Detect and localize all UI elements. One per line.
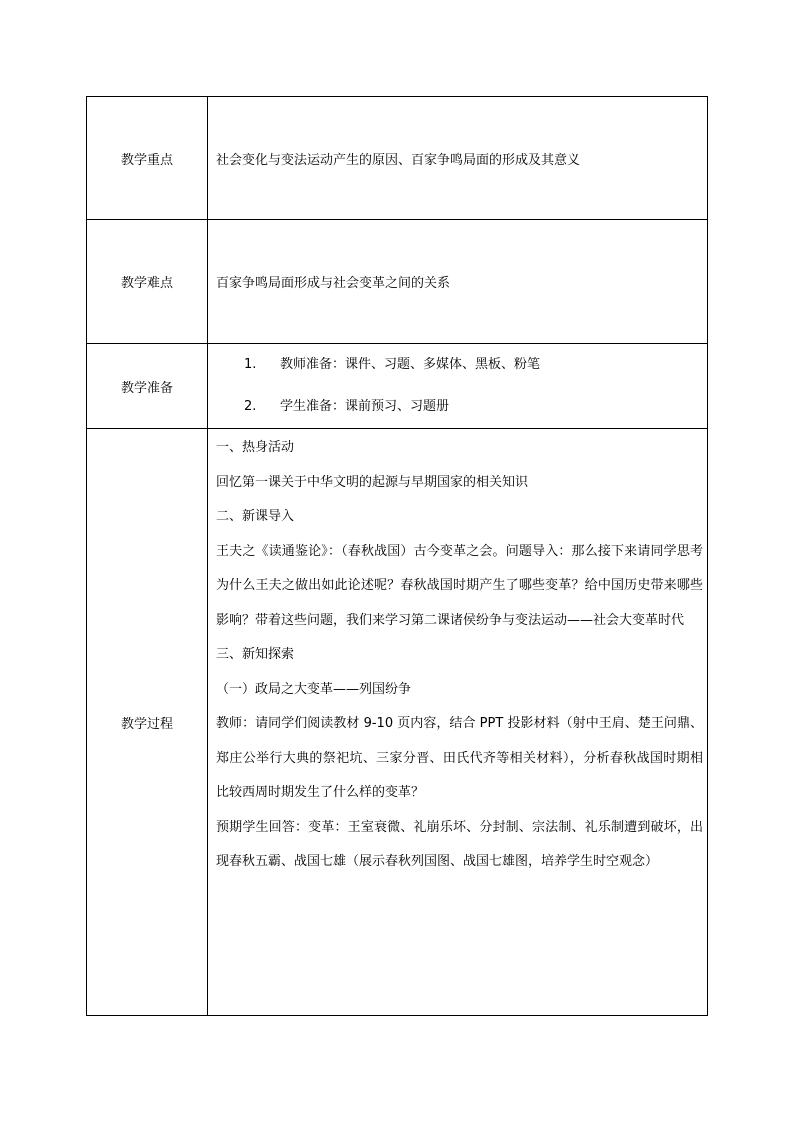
content-focus: 社会变化与变法运动产生的原因、百家争鸣局面的形成及其意义	[208, 97, 708, 220]
lesson-plan-table	[86, 96, 708, 1016]
process-paragraph: 王夫之《读通鉴论》：（春秋战国）古今变革之会。问题导入：那么接下来请同学思考为什么王夫之做出如此论述呢？春秋战国时期产生了哪些变革？给中国历史带来哪些影响？带着这些问题，我们来学习第二课诸侯纷争与变法运动——社会大变革时代	[216, 543, 703, 628]
preparation-item-text: 教师准备：课件、习题、多媒体、黑板、粉笔	[280, 357, 541, 373]
process-heading-warmup: 一、热身活动	[216, 440, 295, 456]
row-difficulty	[87, 220, 708, 344]
preparation-item-number: 2.	[244, 399, 257, 415]
label-preparation: 教学准备	[87, 344, 208, 429]
label-focus: 教学重点	[87, 97, 208, 220]
process-subheading: （一）政局之大变革——列国纷争	[216, 681, 412, 697]
preparation-item	[216, 386, 707, 428]
preparation-item	[216, 344, 707, 386]
process-heading-intro: 二、新课导入	[216, 509, 295, 525]
process-paragraph: 回忆第一课关于中华文明的起源与早期国家的相关知识	[216, 474, 529, 490]
label-process: 教学过程	[87, 429, 208, 1016]
content-process	[208, 429, 708, 1016]
preparation-list	[216, 344, 707, 428]
process-heading-explore: 三、新知探索	[216, 647, 295, 663]
row-focus	[87, 97, 708, 220]
process-paragraph: 预期学生回答：变革：王室衰微、礼崩乐坏、分封制、宗法制、礼乐制遭到破坏，出现春秋五霸、战国七雄（展示春秋列国图、战国七雄图，培养学生时空观念）	[216, 819, 703, 870]
content-preparation	[208, 344, 708, 429]
row-process	[87, 429, 708, 1016]
process-paragraph: 教师：请同学们阅读教材 9-10 页内容，结合 PPT 投影材料（射中王肩、楚王问鼎、郑庄公举行大典的祭祀坑、三家分晋、田氏代齐等相关材料），分析春秋战国时期相比较西周时期发生了什么样的变革？	[216, 716, 703, 801]
row-preparation	[87, 344, 708, 429]
preparation-item-number: 1.	[244, 357, 257, 373]
content-difficulty: 百家争鸣局面形成与社会变革之间的关系	[208, 220, 708, 344]
label-difficulty: 教学难点	[87, 220, 208, 344]
preparation-item-text: 学生准备：课前预习、习题册	[280, 399, 450, 415]
